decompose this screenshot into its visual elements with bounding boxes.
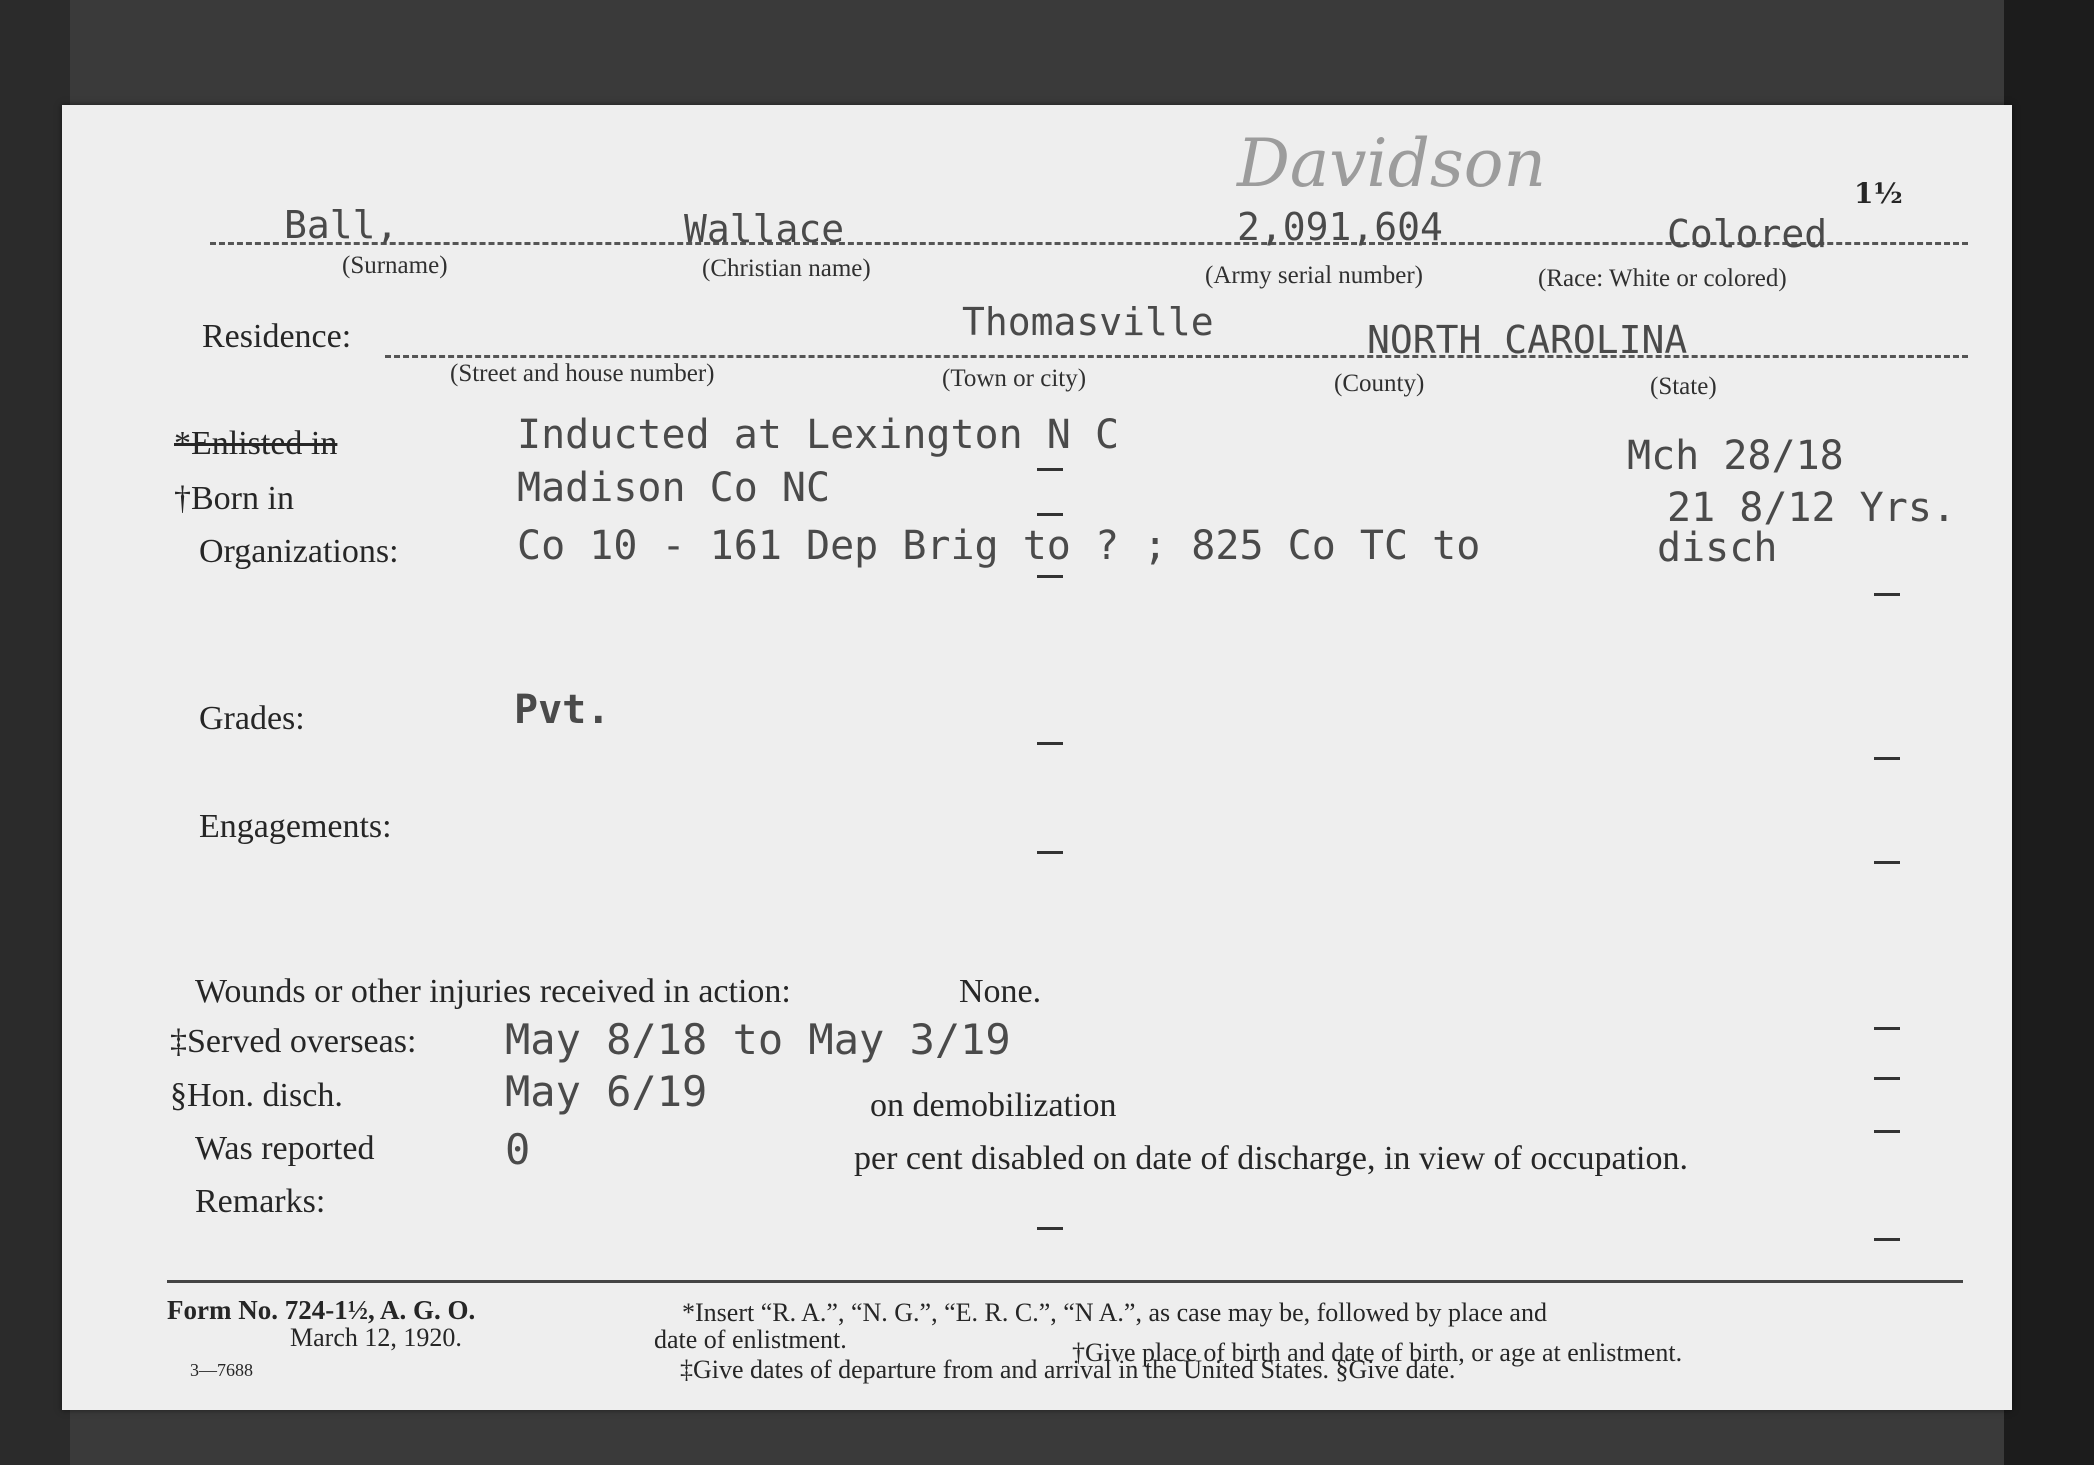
born-label: †Born in	[174, 480, 294, 517]
christian-name-caption: (Christian name)	[702, 255, 871, 282]
margin-dash	[1874, 1238, 1900, 1241]
engagements-label: Engagements:	[199, 808, 392, 845]
margin-dash	[1874, 593, 1900, 596]
margin-dash	[1874, 757, 1900, 760]
footnote-enlistment-date: date of enlistment.	[654, 1325, 847, 1354]
race-caption: (Race: White or colored)	[1538, 265, 1787, 292]
organizations-end-value: disch	[1657, 525, 1778, 571]
handwritten-county: Davidson	[1237, 125, 1547, 202]
served-overseas-label: ‡Served overseas:	[170, 1023, 417, 1060]
organizations-value: Co 10 - 161 Dep Brig to ? ; 825 Co TC to	[517, 523, 1481, 569]
form-fraction: 1½	[1854, 177, 1903, 210]
margin-dash	[1874, 1077, 1900, 1080]
surname-value: Ball,	[284, 203, 399, 247]
form-date: March 12, 1920.	[290, 1323, 462, 1352]
per-cent-text: per cent disabled on date of discharge, in view of occupation.	[854, 1140, 1688, 1177]
street-caption: (Street and house number)	[450, 360, 715, 387]
margin-dash	[1037, 742, 1063, 745]
margin-dash	[1037, 468, 1063, 471]
town-value: Thomasville	[962, 300, 1214, 344]
footnote-birth: †Give place of birth and date of birth, or age at enlistment.	[1072, 1338, 1683, 1367]
born-value: Madison Co NC	[517, 465, 831, 511]
enlisted-date-value: Mch 28/18	[1627, 433, 1844, 479]
hon-disch-note: on demobilization	[870, 1087, 1117, 1124]
footnote-insert: *Insert “R. A.”, “N. G.”, “E. R. C.”, “N A.”, as case may be, followed by place and	[682, 1298, 1547, 1327]
was-reported-value: 0	[505, 1125, 531, 1174]
footnote-overseas: ‡Give dates of departure from and arrival in the United States. §Give date.	[680, 1355, 1456, 1384]
served-overseas-value: May 8/18 to May 3/19	[505, 1015, 1011, 1064]
wounds-label: Wounds or other injuries received in action:	[195, 973, 791, 1010]
town-caption: (Town or city)	[942, 365, 1087, 392]
serial-number-caption: (Army serial number)	[1205, 262, 1423, 289]
print-code: 3—7688	[190, 1360, 253, 1380]
christian-name-value: Wallace	[684, 207, 845, 251]
age-value: 21 8/12 Yrs.	[1667, 485, 1956, 531]
margin-dash	[1874, 1027, 1900, 1030]
margin-dash	[1037, 513, 1063, 516]
footer-rule	[167, 1280, 1963, 1283]
margin-dash	[1874, 1130, 1900, 1133]
state-caption: (State)	[1650, 373, 1717, 400]
was-reported-label: Was reported	[195, 1130, 375, 1167]
serial-number-value: 2,091,604	[1237, 205, 1443, 249]
residence-line	[385, 355, 1968, 358]
wounds-value: None.	[959, 973, 1042, 1010]
enlisted-label-text: *Enlisted in	[174, 425, 338, 462]
grades-value: Pvt.	[514, 687, 611, 733]
form-number: Form No. 724-1½, A. G. O.	[167, 1295, 476, 1325]
organizations-label: Organizations:	[199, 533, 399, 570]
margin-dash	[1874, 861, 1900, 864]
grades-label: Grades:	[199, 700, 305, 737]
surname-caption: (Surname)	[342, 252, 448, 279]
county-caption: (County)	[1334, 370, 1425, 397]
margin-dash	[1037, 851, 1063, 854]
enlisted-value: Inducted at Lexington N C	[517, 412, 1120, 458]
race-value: Colored	[1667, 212, 1828, 256]
hon-disch-value: May 6/19	[505, 1067, 708, 1116]
scan-background-left	[0, 0, 70, 1465]
hon-disch-label: §Hon. disch.	[170, 1077, 343, 1114]
service-record-card	[62, 105, 2012, 1410]
margin-dash	[1037, 575, 1063, 578]
scan-background-right	[2004, 0, 2094, 1465]
margin-dash	[1037, 1227, 1063, 1230]
residence-label: Residence:	[202, 318, 352, 355]
remarks-label: Remarks:	[195, 1183, 326, 1220]
enlisted-label	[174, 425, 337, 463]
state-value: NORTH CAROLINA	[1367, 318, 1688, 362]
